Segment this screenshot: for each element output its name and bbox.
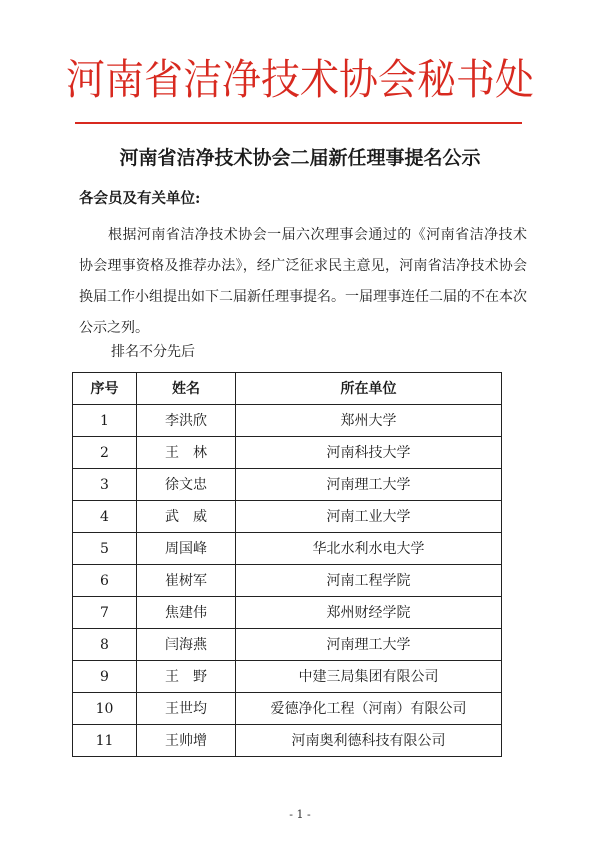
serial-cell: 1 xyxy=(73,405,137,437)
header-serial: 序号 xyxy=(73,373,137,405)
name-cell: 周国峰 xyxy=(137,533,236,565)
name-cell: 李洪欣 xyxy=(137,405,236,437)
page-number: - 1 - xyxy=(289,808,311,821)
serial-cell: 5 xyxy=(73,533,137,565)
serial-cell: 9 xyxy=(73,661,137,693)
serial-cell: 6 xyxy=(73,565,137,597)
table-row xyxy=(73,469,502,501)
name-cell: 焦建伟 xyxy=(137,597,236,629)
organization-cell: 河南工业大学 xyxy=(236,501,502,533)
serial-cell: 11 xyxy=(73,725,137,757)
name-cell: 武 威 xyxy=(137,501,236,533)
table-row xyxy=(73,437,502,469)
table-row xyxy=(73,661,502,693)
table-row xyxy=(73,501,502,533)
organization-cell: 华北水利水电大学 xyxy=(236,533,502,565)
table-header-row xyxy=(73,373,502,405)
organization-cell: 郑州大学 xyxy=(236,405,502,437)
header-organization: 所在单位 xyxy=(236,373,502,405)
serial-cell: 4 xyxy=(73,501,137,533)
name-cell: 徐文忠 xyxy=(137,469,236,501)
name-cell: 王帅增 xyxy=(137,725,236,757)
table-row xyxy=(73,725,502,757)
serial-cell: 2 xyxy=(73,437,137,469)
table-row xyxy=(73,629,502,661)
document-title: 河南省洁净技术协会二届新任理事提名公示 xyxy=(119,147,481,169)
table-row xyxy=(73,565,502,597)
ordering-note: 排名不分先后 xyxy=(111,344,195,360)
organization-cell: 河南工程学院 xyxy=(236,565,502,597)
serial-cell: 7 xyxy=(73,597,137,629)
organization-cell: 郑州财经学院 xyxy=(236,597,502,629)
table-row xyxy=(73,693,502,725)
organization-cell: 河南科技大学 xyxy=(236,437,502,469)
name-cell: 王世均 xyxy=(137,693,236,725)
salutation: 各会员及有关单位: xyxy=(79,190,201,207)
name-cell: 闫海燕 xyxy=(137,629,236,661)
organization-cell: 爱德净化工程（河南）有限公司 xyxy=(236,693,502,725)
table-row xyxy=(73,405,502,437)
name-cell: 王 野 xyxy=(137,661,236,693)
nominee-table xyxy=(72,372,502,757)
letterhead-title: 河南省洁净技术协会秘书处 xyxy=(65,56,534,105)
table-row xyxy=(73,597,502,629)
letterhead-red-rule xyxy=(75,122,522,124)
serial-cell: 3 xyxy=(73,469,137,501)
organization-cell: 河南理工大学 xyxy=(236,629,502,661)
serial-cell: 8 xyxy=(73,629,137,661)
name-cell: 王 林 xyxy=(137,437,236,469)
organization-cell: 河南理工大学 xyxy=(236,469,502,501)
table-row xyxy=(73,533,502,565)
organization-cell: 河南奥利德科技有限公司 xyxy=(236,725,502,757)
name-cell: 崔树军 xyxy=(137,565,236,597)
serial-cell: 10 xyxy=(73,693,137,725)
body-paragraph: 根据河南省洁净技术协会一届六次理事会通过的《河南省洁净技术协会理事资格及推荐办法》，经广泛征求民主意见，河南省洁净技术协会换届工作小组提出如下二届新任理事提名。一届理事连任二届的不在本次公示之列。 xyxy=(79,227,527,336)
header-name: 姓名 xyxy=(137,373,236,405)
organization-cell: 中建三局集团有限公司 xyxy=(236,661,502,693)
